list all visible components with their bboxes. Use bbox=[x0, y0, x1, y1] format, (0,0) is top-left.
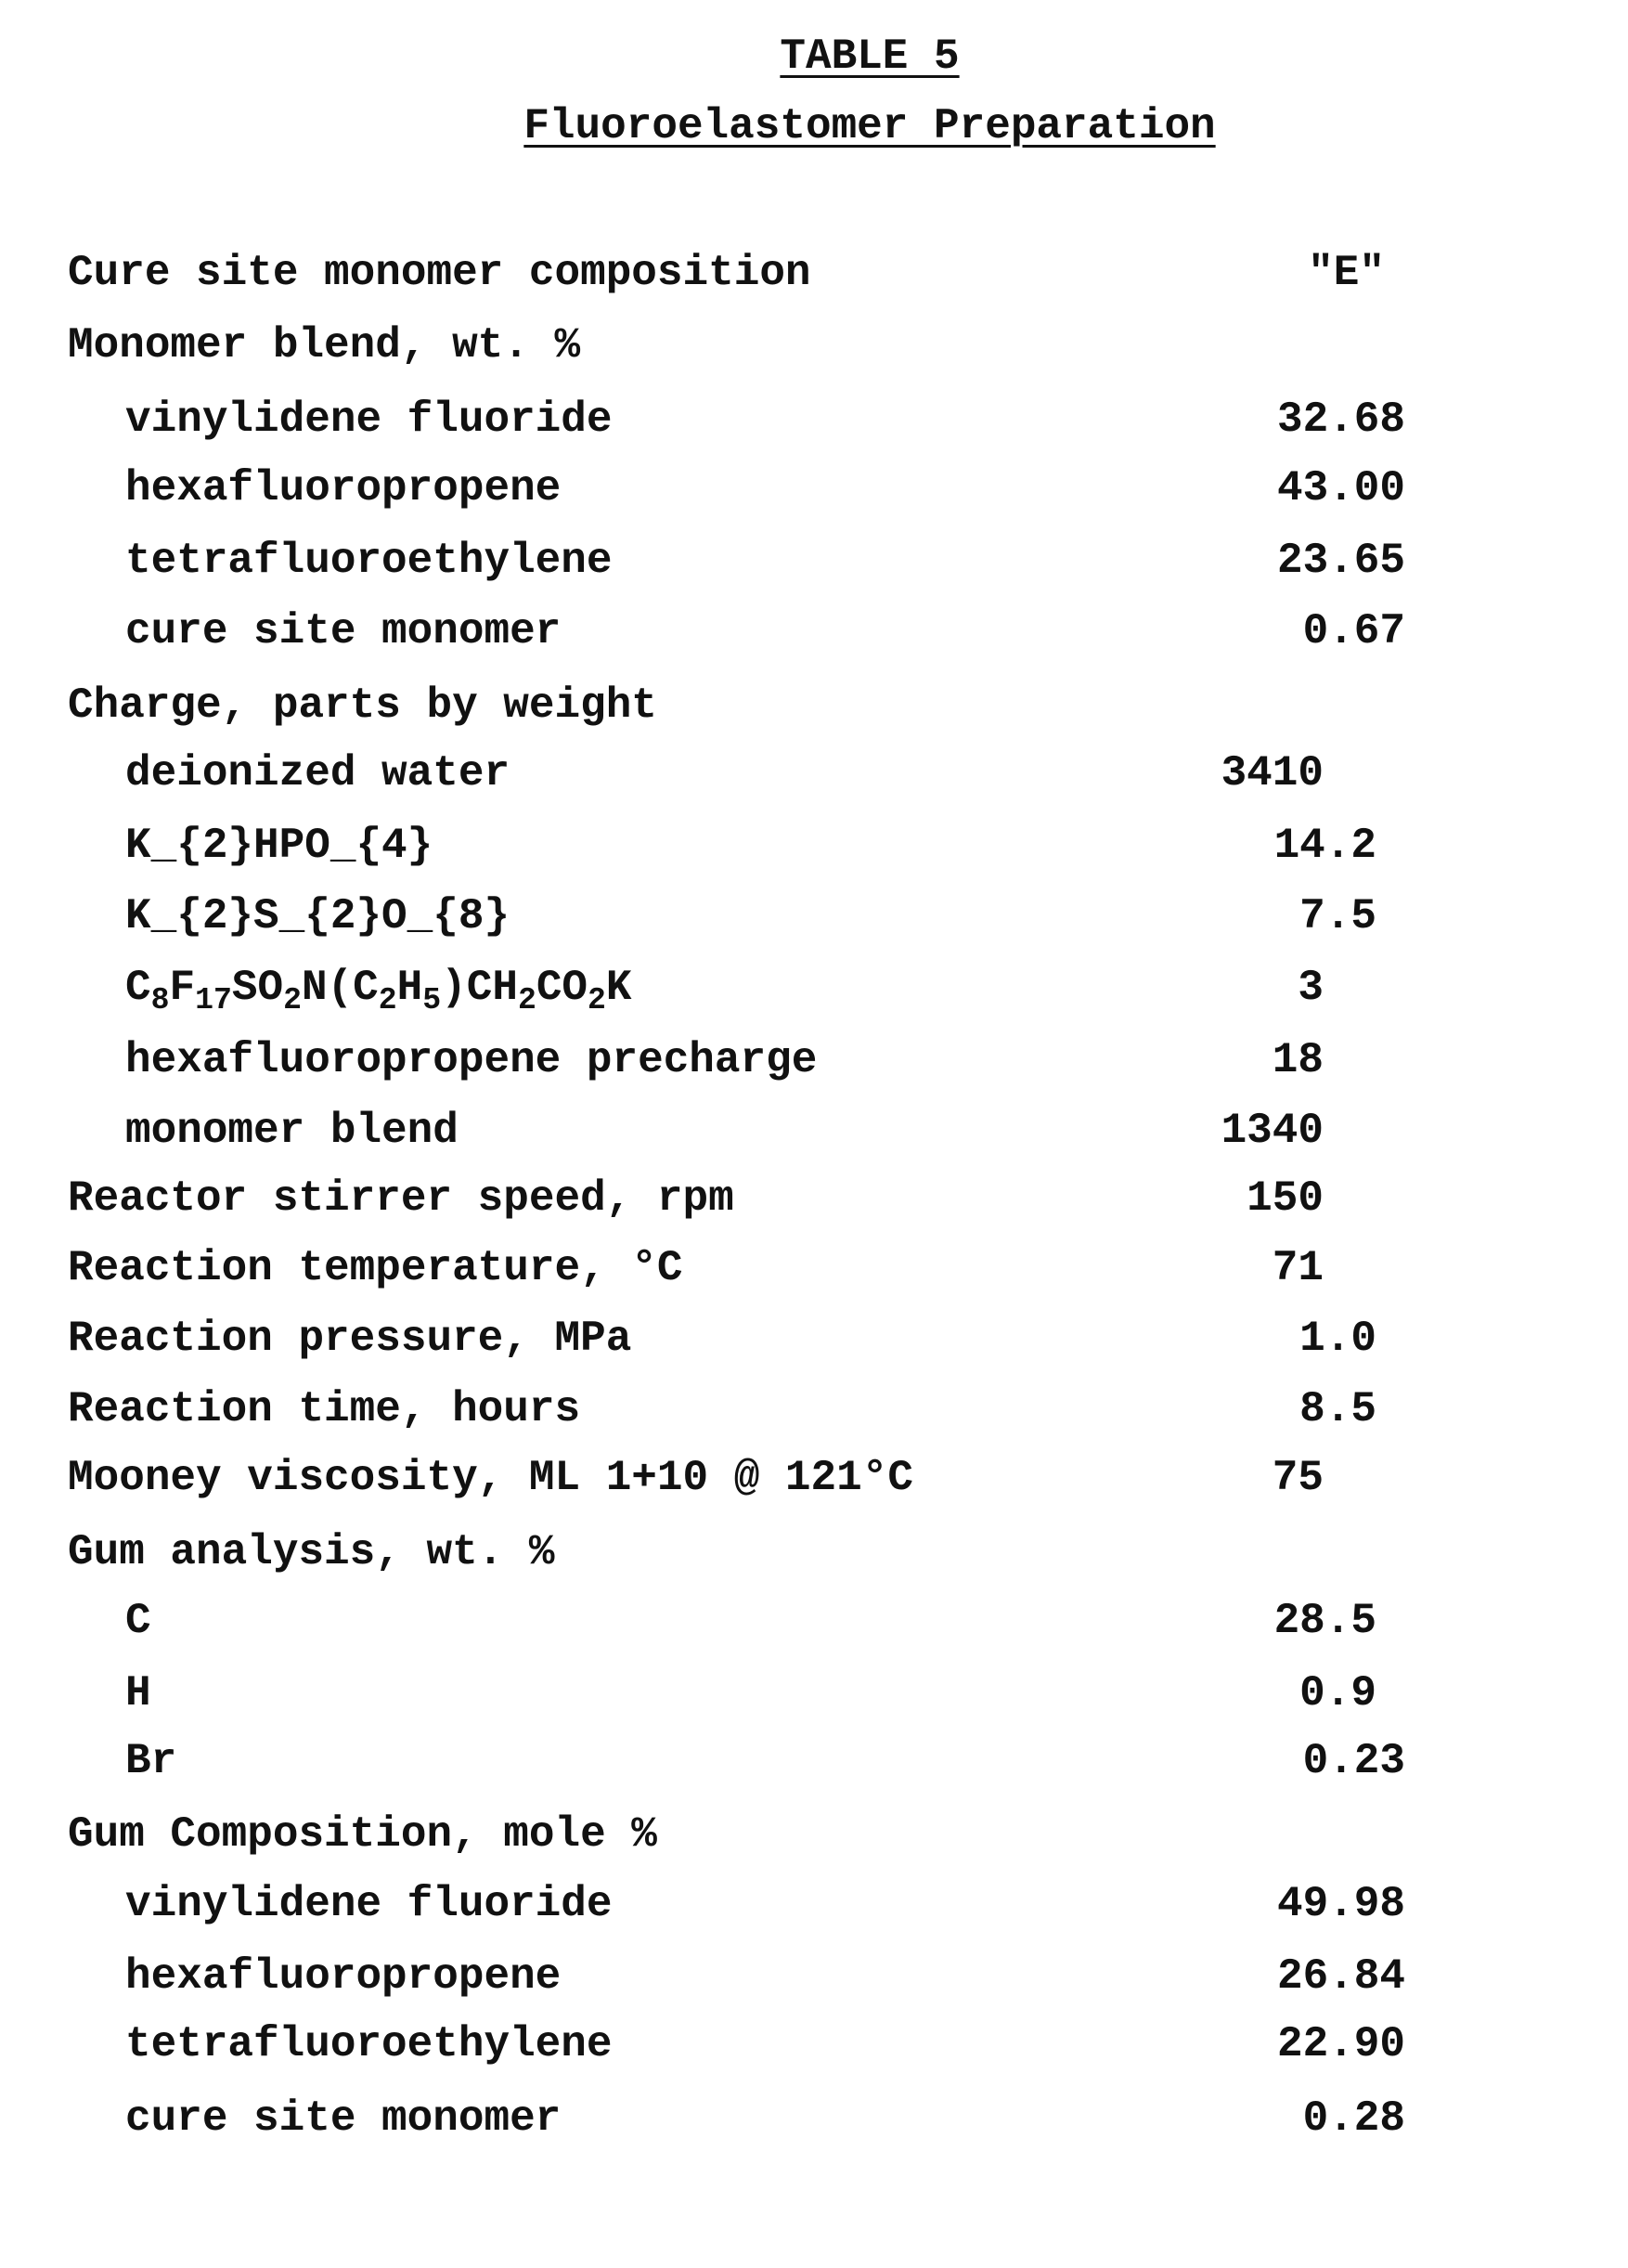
row-value: 32.68 bbox=[1277, 395, 1405, 444]
row-value: 23.65 bbox=[1277, 537, 1405, 585]
row-value: 43.00 bbox=[1277, 464, 1405, 512]
row-label: Br bbox=[125, 1737, 176, 1785]
table-row bbox=[0, 892, 1628, 948]
row-label: Cure site monomer composition bbox=[68, 249, 811, 297]
table-row bbox=[0, 1244, 1628, 1300]
row-value: 49.98 bbox=[1277, 1880, 1405, 1928]
row-value: 0.23 bbox=[1303, 1737, 1405, 1785]
row-label: C bbox=[125, 1597, 151, 1645]
row-label: K_{2}HPO_{4} bbox=[125, 822, 433, 870]
row-label: Reaction temperature, °C bbox=[68, 1244, 683, 1292]
row-label: hexafluoropropene bbox=[125, 1952, 561, 2001]
table-row bbox=[0, 1737, 1628, 1793]
row-label: Gum Composition, mole % bbox=[68, 1810, 657, 1859]
table-row bbox=[0, 1669, 1628, 1725]
table-subtitle: Fluoroelastomer Preparation bbox=[56, 102, 1628, 150]
table-row bbox=[0, 395, 1628, 451]
table-row bbox=[0, 681, 1628, 737]
row-label: Reaction pressure, MPa bbox=[68, 1315, 631, 1363]
table-row bbox=[0, 1107, 1628, 1162]
row-label: tetrafluoroethylene bbox=[125, 2020, 613, 2068]
row-value: 150 bbox=[1247, 1174, 1324, 1223]
row-label: tetrafluoroethylene bbox=[125, 537, 613, 585]
row-label: hexafluoropropene precharge bbox=[125, 1036, 817, 1084]
row-label: cure site monomer bbox=[125, 607, 561, 655]
row-label: Reaction time, hours bbox=[68, 1385, 580, 1433]
table-row bbox=[0, 321, 1628, 377]
table-row bbox=[0, 964, 1628, 1019]
table-row bbox=[0, 749, 1628, 805]
table-row bbox=[0, 1454, 1628, 1510]
table-row bbox=[0, 1036, 1628, 1092]
table-row bbox=[0, 1880, 1628, 1936]
row-label: vinylidene fluoride bbox=[125, 1880, 613, 1928]
row-value: 7.5 bbox=[1299, 892, 1376, 940]
row-label: C8F17SO2N(C2H5)CH2CO2K bbox=[125, 964, 632, 1012]
row-value: 3410 bbox=[1221, 749, 1324, 797]
row-value: 22.90 bbox=[1277, 2020, 1405, 2068]
table-row bbox=[0, 537, 1628, 592]
table-title: TABLE 5 bbox=[56, 32, 1628, 81]
row-label: vinylidene fluoride bbox=[125, 395, 613, 444]
row-value: 1340 bbox=[1221, 1107, 1324, 1155]
row-value: 14.2 bbox=[1274, 822, 1376, 870]
row-value: 71 bbox=[1273, 1244, 1324, 1292]
row-value: 3 bbox=[1298, 964, 1324, 1012]
row-label: deionized water bbox=[125, 749, 510, 797]
row-label: hexafluoropropene bbox=[125, 464, 561, 512]
row-label: Mooney viscosity, ML 1+10 @ 121°C bbox=[68, 1454, 913, 1502]
table-row bbox=[0, 2020, 1628, 2076]
row-value: 8.5 bbox=[1299, 1385, 1376, 1433]
row-label: cure site monomer bbox=[125, 2094, 561, 2143]
table-row bbox=[0, 464, 1628, 520]
row-value: 0.9 bbox=[1299, 1669, 1376, 1717]
row-value: 75 bbox=[1273, 1454, 1324, 1502]
row-label: monomer blend bbox=[125, 1107, 459, 1155]
row-value: 26.84 bbox=[1277, 1952, 1405, 2001]
table-row bbox=[0, 607, 1628, 663]
table-row bbox=[0, 1174, 1628, 1230]
row-value: 0.67 bbox=[1303, 607, 1405, 655]
table-row bbox=[0, 1315, 1628, 1370]
row-value: 18 bbox=[1273, 1036, 1324, 1084]
row-value: 28.5 bbox=[1274, 1597, 1376, 1645]
row-value: 0.28 bbox=[1303, 2094, 1405, 2143]
table-row bbox=[0, 2094, 1628, 2150]
table-row bbox=[0, 1810, 1628, 1866]
table-row bbox=[0, 822, 1628, 877]
row-label: Charge, parts by weight bbox=[68, 681, 657, 730]
row-value: 1.0 bbox=[1299, 1315, 1376, 1363]
row-label: H bbox=[125, 1669, 151, 1717]
table-row bbox=[0, 249, 1628, 305]
row-label: Monomer blend, wt. % bbox=[68, 321, 580, 369]
row-value: "E" bbox=[1308, 249, 1385, 297]
table-row bbox=[0, 1952, 1628, 2008]
row-label: K_{2}S_{2}O_{8} bbox=[125, 892, 510, 940]
table-row bbox=[0, 1597, 1628, 1652]
row-label: Gum analysis, wt. % bbox=[68, 1528, 555, 1576]
table-row bbox=[0, 1385, 1628, 1441]
table-row bbox=[0, 1528, 1628, 1584]
row-label: Reactor stirrer speed, rpm bbox=[68, 1174, 734, 1223]
